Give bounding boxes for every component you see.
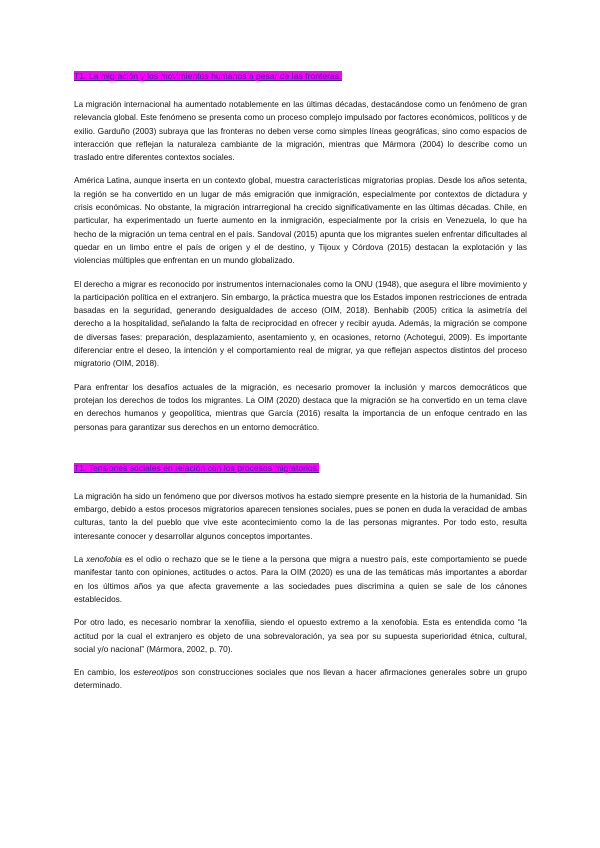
paragraph-xenofilia: Por otro lado, es necesario nombrar la xenofilia, siendo el opuesto extremo a la xenofobia. Esta es entendida como “la actitud por la cual el extranjero es objeto de una sobrevaloración, ya sea por su supuesta superioridad étnica, cultural, social y/o nacional” (Mármora, 2002, p. 70). — [74, 618, 527, 654]
highlighted-heading-text: T1. La migración y los movimientos humanos a pesar de las fronteras. — [74, 71, 342, 81]
paragraph: América Latina, aunque inserta en un contexto global, muestra características migratorias propias. Desde los años setenta, la región se ha convertido en un lugar de más emigración que inmigración, especialmente por contextos de dictadura y crisis económicas. No obstante, la migración intrarregional ha crecido significativamente en las últimas décadas. Chile, en particular, ha experimentado un fuerte aumento en la inmigración, especialmente por la crisis en Venezuela, lo que ha hecho de la migración un tema central en el país. Sandoval (2015) apunta que los migrantes suelen enfrentar dificultades al quedar en un limbo entre el país de origen y el de destino, y Tijoux y Córdova (2015) destacan la explotación y las violencias múltiples que enfrentan en un mundo globalizado. — [74, 176, 527, 266]
highlighted-heading-text: T1. Tensiones sociales en relación con los procesos migratorios. — [74, 462, 320, 473]
paragraph: El derecho a migrar es reconocido por instrumentos internacionales como la ONU (1948), que asegura el libre movimiento y la participación política en el extranjero. Sin embargo, la práctica muestra que los Estados imponen restricciones de entrada basadas en la seguridad, generando desigualdades de acceso (OIM, 2018). Benhabib (2005) critica la asimetría del derecho a la hospitalidad, señalando la falta de reciprocidad en ofrecer y recibir ayuda. Además, la migración se compone de diversas fases: preparación, desplazamiento, asentamiento y, en ocasiones, retorno (Achotegui, 2009). Es importante diferenciar entre el deseo, la intención y el comportamiento real de migrar, ya que reflejan aspectos distintos del proceso migratorio (OIM, 2018). — [74, 279, 527, 369]
paragraph-text: En cambio, los — [74, 668, 134, 678]
paragraph-estereotipos — [74, 666, 527, 693]
paragraph-xenofobia — [74, 553, 527, 606]
paragraph-text: La — [74, 555, 87, 565]
section-tensiones — [74, 462, 527, 693]
paragraph-text: es el odio o rechazo que se le tiene a la persona que migra a nuestro país, este comportamiento se puede manifestar tanto con opiniones, actitudes o actos. Para la OIM (2020) es una de las temáticas más importantes a abordar en los últimos años ya que afecta gravemente a las sociedades pues discrimina a quien se sale de los cánones establecidos. — [74, 555, 527, 604]
paragraph: Para enfrentar los desafíos actuales de la migración, es necesario promover la inclusión y marcos democráticos que protejan los derechos de todos los migrantes. La OIM (2020) destaca que la migración se ha convertido en un tema clave en derechos humanos y geopolítica, mientras que García (2016) resalta la importancia de un enfoque centrado en las personas para garantizar sus derechos en un entorno democrático. — [74, 382, 527, 432]
paragraph: La migración ha sido un fenómeno que por diversos motivos ha estado siempre presente en la historia de la humanidad. Sin embargo, debido a estos procesos migratorios aparecen tensiones sociales, pues se ponen en duda la veracidad de ambas culturas, tanto la del pueblo que vive este acontecimiento como la de las personas migrantes. Por todo esto, resulta interesante conocer y desarrollar algunos conceptos importantes. — [74, 491, 527, 541]
paragraph: La migración internacional ha aumentado notablemente en las últimas décadas, destacándose como un fenómeno de gran relevancia global. Este fenómeno se presenta como un proceso complejo impulsado por factores económicos, políticos y de exilio. Garduño (2003) subraya que las fronteras no deben verse como simples líneas geográficas, sino como espacios de interacción que reflejan la naturaleza cambiante de la migración, mientras que Mármora (2004) lo describe como un traslado entre diferentes contextos sociales. — [74, 100, 527, 163]
paragraph-text: son construcciones sociales que nos llevan a hacer afirmaciones generales sobre un grupo determinado. — [74, 668, 527, 691]
document-body — [74, 70, 527, 703]
term-xenofobia: xenofobia — [86, 555, 122, 565]
term-estereotipos: estereotipos — [133, 668, 179, 678]
section-heading-migracion — [74, 70, 527, 82]
section-heading-tensiones — [74, 462, 527, 474]
